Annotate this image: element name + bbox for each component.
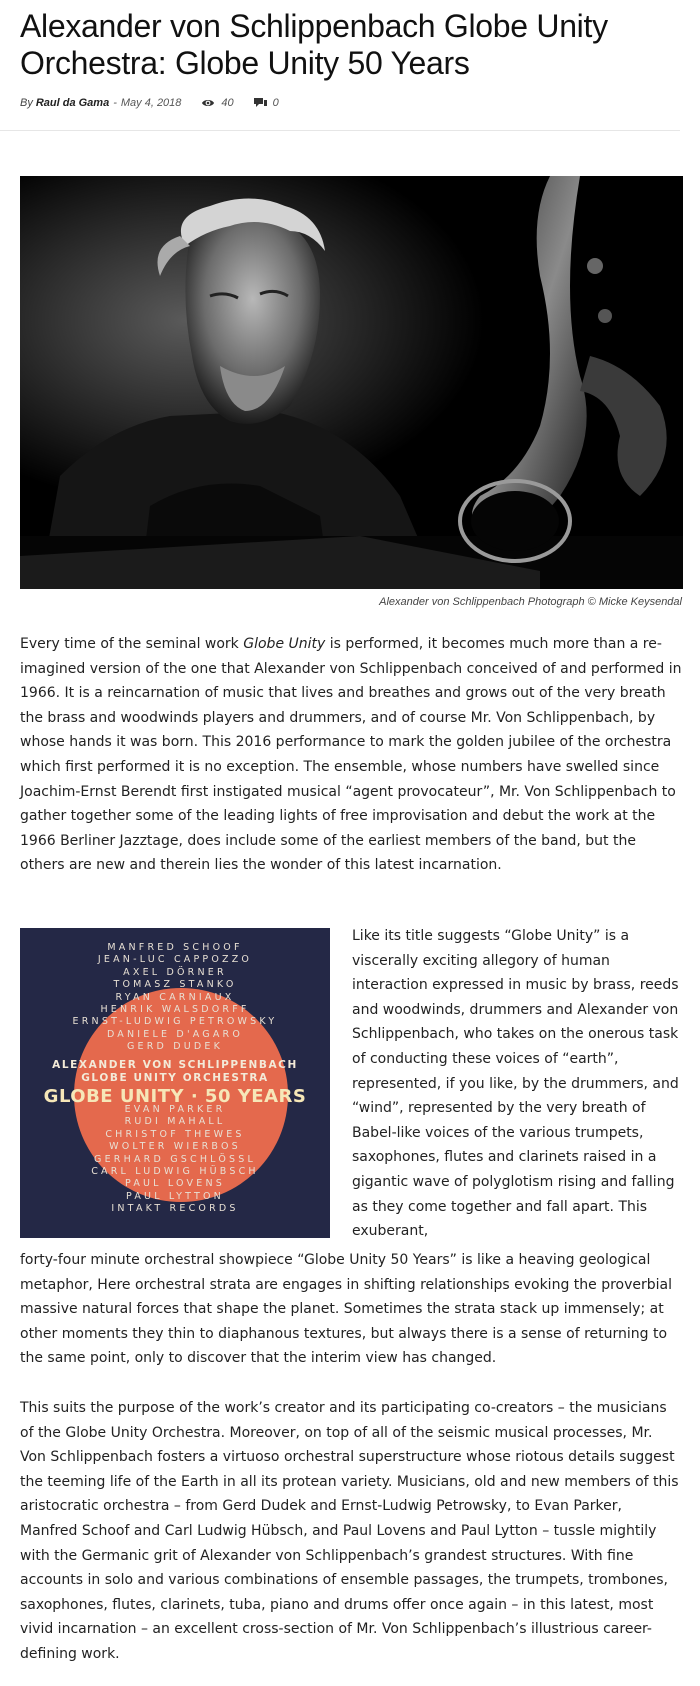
cover-musician-name: CARL LUDWIG HÜBSCH (91, 1166, 259, 1178)
comment-icon (254, 98, 267, 109)
cover-names-top (20, 942, 330, 1054)
post-date: May 4, 2018 (120, 97, 182, 109)
cover-names-bottom (20, 1104, 330, 1216)
cover-musician-name: AXEL DÖRNER (123, 966, 227, 978)
p1-text-b: is performed, it becomes much more than a re-imagined version of the one that Alexander von Schlippenbach conceived of and performed in 1966. It is a reincarnation of music that lives and breathes and grows out of the very breath the brass and woodwinds players and drummers, and of course Mr. Von Schlippenbach, by whose hands it was born. This 2016 performance to mark the golden jubilee of the orchestra which first performed it is no exception. The ensemble, whose numbers have swelled since Joachim-Ernst Berendt first instigated musical “agent provocateur”, Mr. Von Schlippenbach to gather together some of the leading lights of free improvisation and debut the work at the 1966 Berliner Jazztage, does include some of the earliest members of the band, but the others are new and therein lies the wonder of this latest incarnation. (20, 636, 682, 874)
header-divider (0, 130, 680, 131)
cover-musician-name: CHRISTOF THEWES (105, 1128, 245, 1140)
cover-musician-name: MANFRED SCHOOF (107, 942, 243, 953)
article-meta (20, 97, 279, 109)
author-link[interactable]: Raul da Gama (35, 97, 110, 109)
p1-title-emphasis: Globe Unity (243, 636, 326, 652)
cover-musician-name: JEAN-LUC CAPPOZZO (97, 954, 253, 966)
hero-photo-art (20, 176, 683, 589)
views-value: 40 (221, 97, 234, 109)
cover-musician-name: HENRIK WALSDORFF (100, 1004, 250, 1016)
cover-artist-line2: GLOBE UNITY ORCHESTRA (81, 1072, 269, 1084)
cover-title: GLOBE UNITY · 50 YEARS (43, 1086, 307, 1107)
cover-musician-name: WOLTER WIERBOS (109, 1141, 241, 1153)
cover-musician-name: RUDI MAHALL (124, 1116, 226, 1128)
comments-count[interactable] (254, 97, 279, 109)
paragraph-3: This suits the purpose of the work’s creator and its participating co-creators – the musicians of the Globe Unity Orchestra. Moreover, on top of all of the seismic musical processes, Mr. Von Schlippenbach fosters a virtuoso orchestral superstructure whose riotous details suggest the teeming life of the Earth in all its protean variety. Musicians, old and new members of this aristocratic orchestra – from Gerd Dudek and Ernst-Ludwig Petrowsky, to Evan Parker, Manfred Schoof and Carl Ludwig Hübsch, and Paul Lovens and Paul Lytton – tussle mightily with the Germanic grit of Alexander von Schlippenbach’s grandest structures. With fine accounts in solo and various combinations of ensemble passages, the trumpets, trombones, saxophones, flutes, clarinets, tuba, piano and drums offer once again – in this latest, most vivid incarnation – an excellent cross-section of Mr. Von Schlippenbach’s illustrious career-defining work. (20, 1400, 679, 1662)
p1-text-a: Every time of the seminal work (20, 636, 244, 652)
comments-value: 0 (272, 97, 279, 109)
cover-musician-name: PAUL LYTTON (126, 1190, 224, 1202)
article-title: Alexander von Schlippenbach Globe Unity Orchestra: Globe Unity 50 Years (20, 8, 608, 81)
cover-musician-name: INTAKT RECORDS (111, 1203, 239, 1215)
cover-musician-name: GERHARD GSCHLÖSSL (94, 1153, 256, 1165)
cover-musician-name: ERNST-LUDWIG PETROWSKY (72, 1016, 278, 1028)
cover-musician-name: RYAN CARNIAUX (115, 991, 235, 1003)
views-count (201, 97, 233, 109)
cover-musician-name: TOMASZ STANKO (113, 979, 237, 991)
cover-musician-name: GERD DUDEK (126, 1041, 224, 1053)
album-cover (20, 928, 330, 1238)
cover-musician-name: PAUL LOVENS (125, 1178, 225, 1190)
hero-photo (20, 176, 683, 589)
paragraph-2-wrap: Like its title suggests “Globe Unity” is a viscerally exciting allegory of human interaction expressed in music by brass, reeds and woodwinds, drummers and Alexander von Schlippenbach, who takes on the onerous task of conducting these voices of “earth”, represented, if you like, by the drummers, and “wind”, represented by the very breath of Babel-like voices of the various trumpets, saxophones, flutes and clarinets raised in a gigantic wave of polyglotism rising and falling as they come together and fall apart. This exuberant, (352, 928, 679, 1240)
cover-artist-line1: ALEXANDER VON SCHLIPPENBACH (52, 1059, 298, 1071)
by-label: By (20, 97, 33, 109)
cover-musician-name: DANIELE D'AGARO (106, 1028, 244, 1040)
cover-artist (20, 1059, 330, 1085)
eye-icon (201, 98, 215, 108)
date-sep: - (113, 97, 117, 109)
photo-caption: Alexander von Schlippenbach Photograph © Micke Keysendal (379, 596, 682, 608)
paragraph-1 (20, 632, 682, 878)
paragraph-2-cont: forty-four minute orchestral showpiece “Globe Unity 50 Years” is like a heaving geological metaphor, Here orchestral strata are engages in shifting relationships evoking the proverbial massive natural forces that shape the planet. Sometimes the strata stack up immensely; at other moments they thin to diaphanous textures, but always there is a sense of returning to the same point, only to discover that the interim view has changed. (20, 1252, 673, 1367)
cover-musician-name: EVAN PARKER (124, 1104, 226, 1115)
